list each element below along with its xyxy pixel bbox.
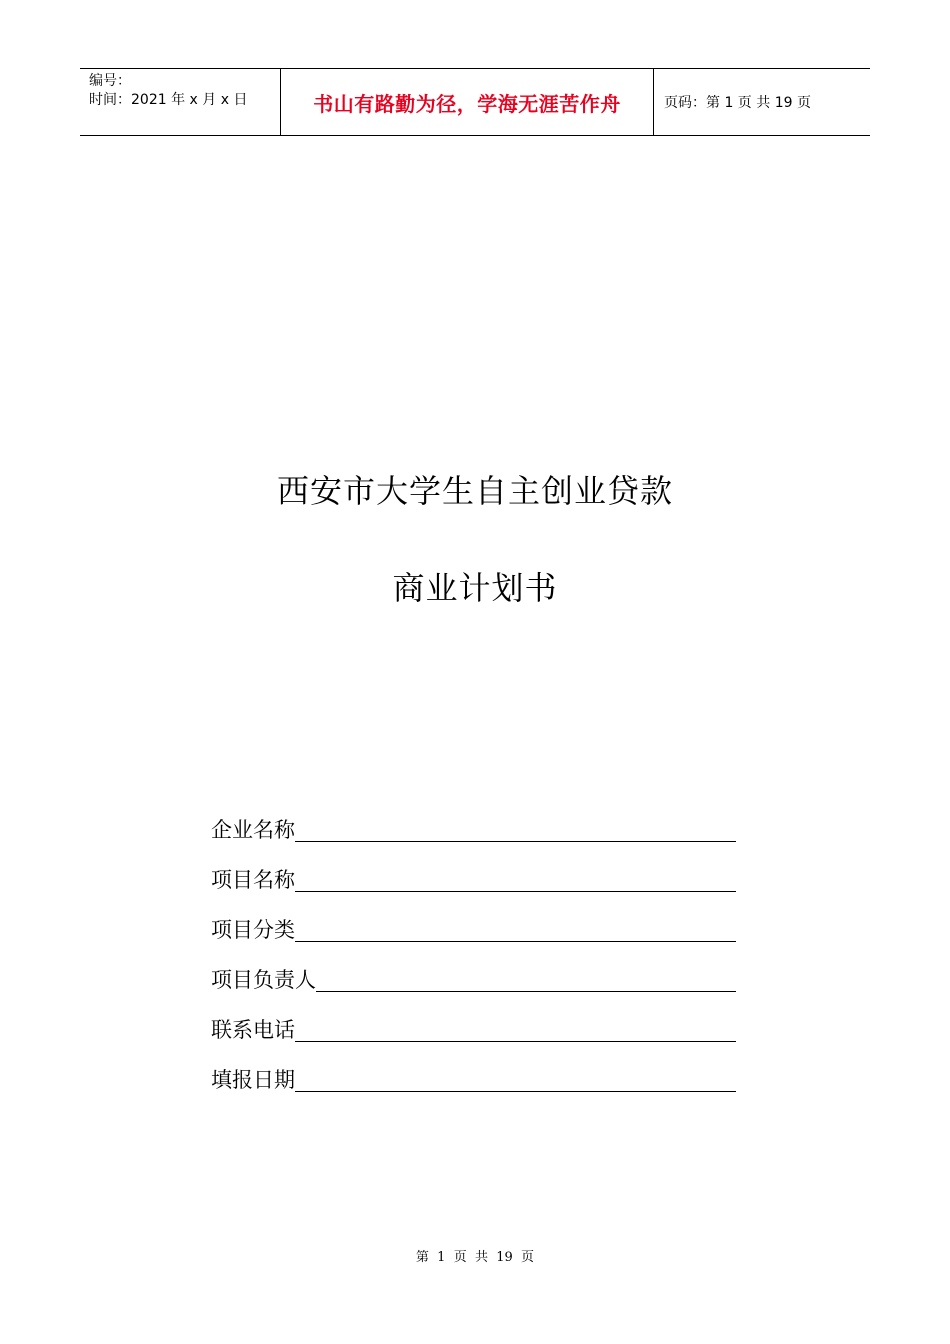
document-title: 西安市大学生自主创业贷款 [276,472,673,510]
form-field-blank-line[interactable] [295,940,736,942]
form-field-contact-phone [211,1013,736,1043]
page-header-table [80,68,870,136]
form-field-label: 项目名称 [211,868,295,892]
form-field-label: 联系电话 [211,1018,295,1042]
form-field-project-lead [211,963,736,993]
form-field-project-name [211,863,736,893]
document-date-label: 时间：2021 年 x 月 x 日 [89,92,248,108]
form-field-label: 企业名称 [211,818,295,842]
form-field-project-category [211,913,736,943]
form-field-blank-line[interactable] [295,1090,736,1092]
form-field-blank-line[interactable] [295,890,736,892]
header-page-info: 页码：第 1 页 共 19 页 [664,95,811,111]
document-number-label: 编号： [89,73,131,89]
form-field-blank-line[interactable] [295,840,736,842]
form-field-fill-date [211,1063,736,1093]
header-meta-cell [80,69,281,135]
form-field-label: 填报日期 [211,1068,295,1092]
header-motto: 书山有路勤为径，学海无涯苦作舟 [313,91,621,116]
form-field-company-name [211,813,736,843]
header-page-cell [654,69,870,135]
form-field-label: 项目负责人 [211,968,316,992]
header-motto-cell [281,69,654,135]
page-footer-number: 第 1 页 共 19 页 [415,1250,535,1265]
form-field-label: 项目分类 [211,918,295,942]
form-field-blank-line[interactable] [295,1040,736,1042]
document-subtitle: 商业计划书 [392,569,558,607]
form-field-blank-line[interactable] [316,990,736,992]
